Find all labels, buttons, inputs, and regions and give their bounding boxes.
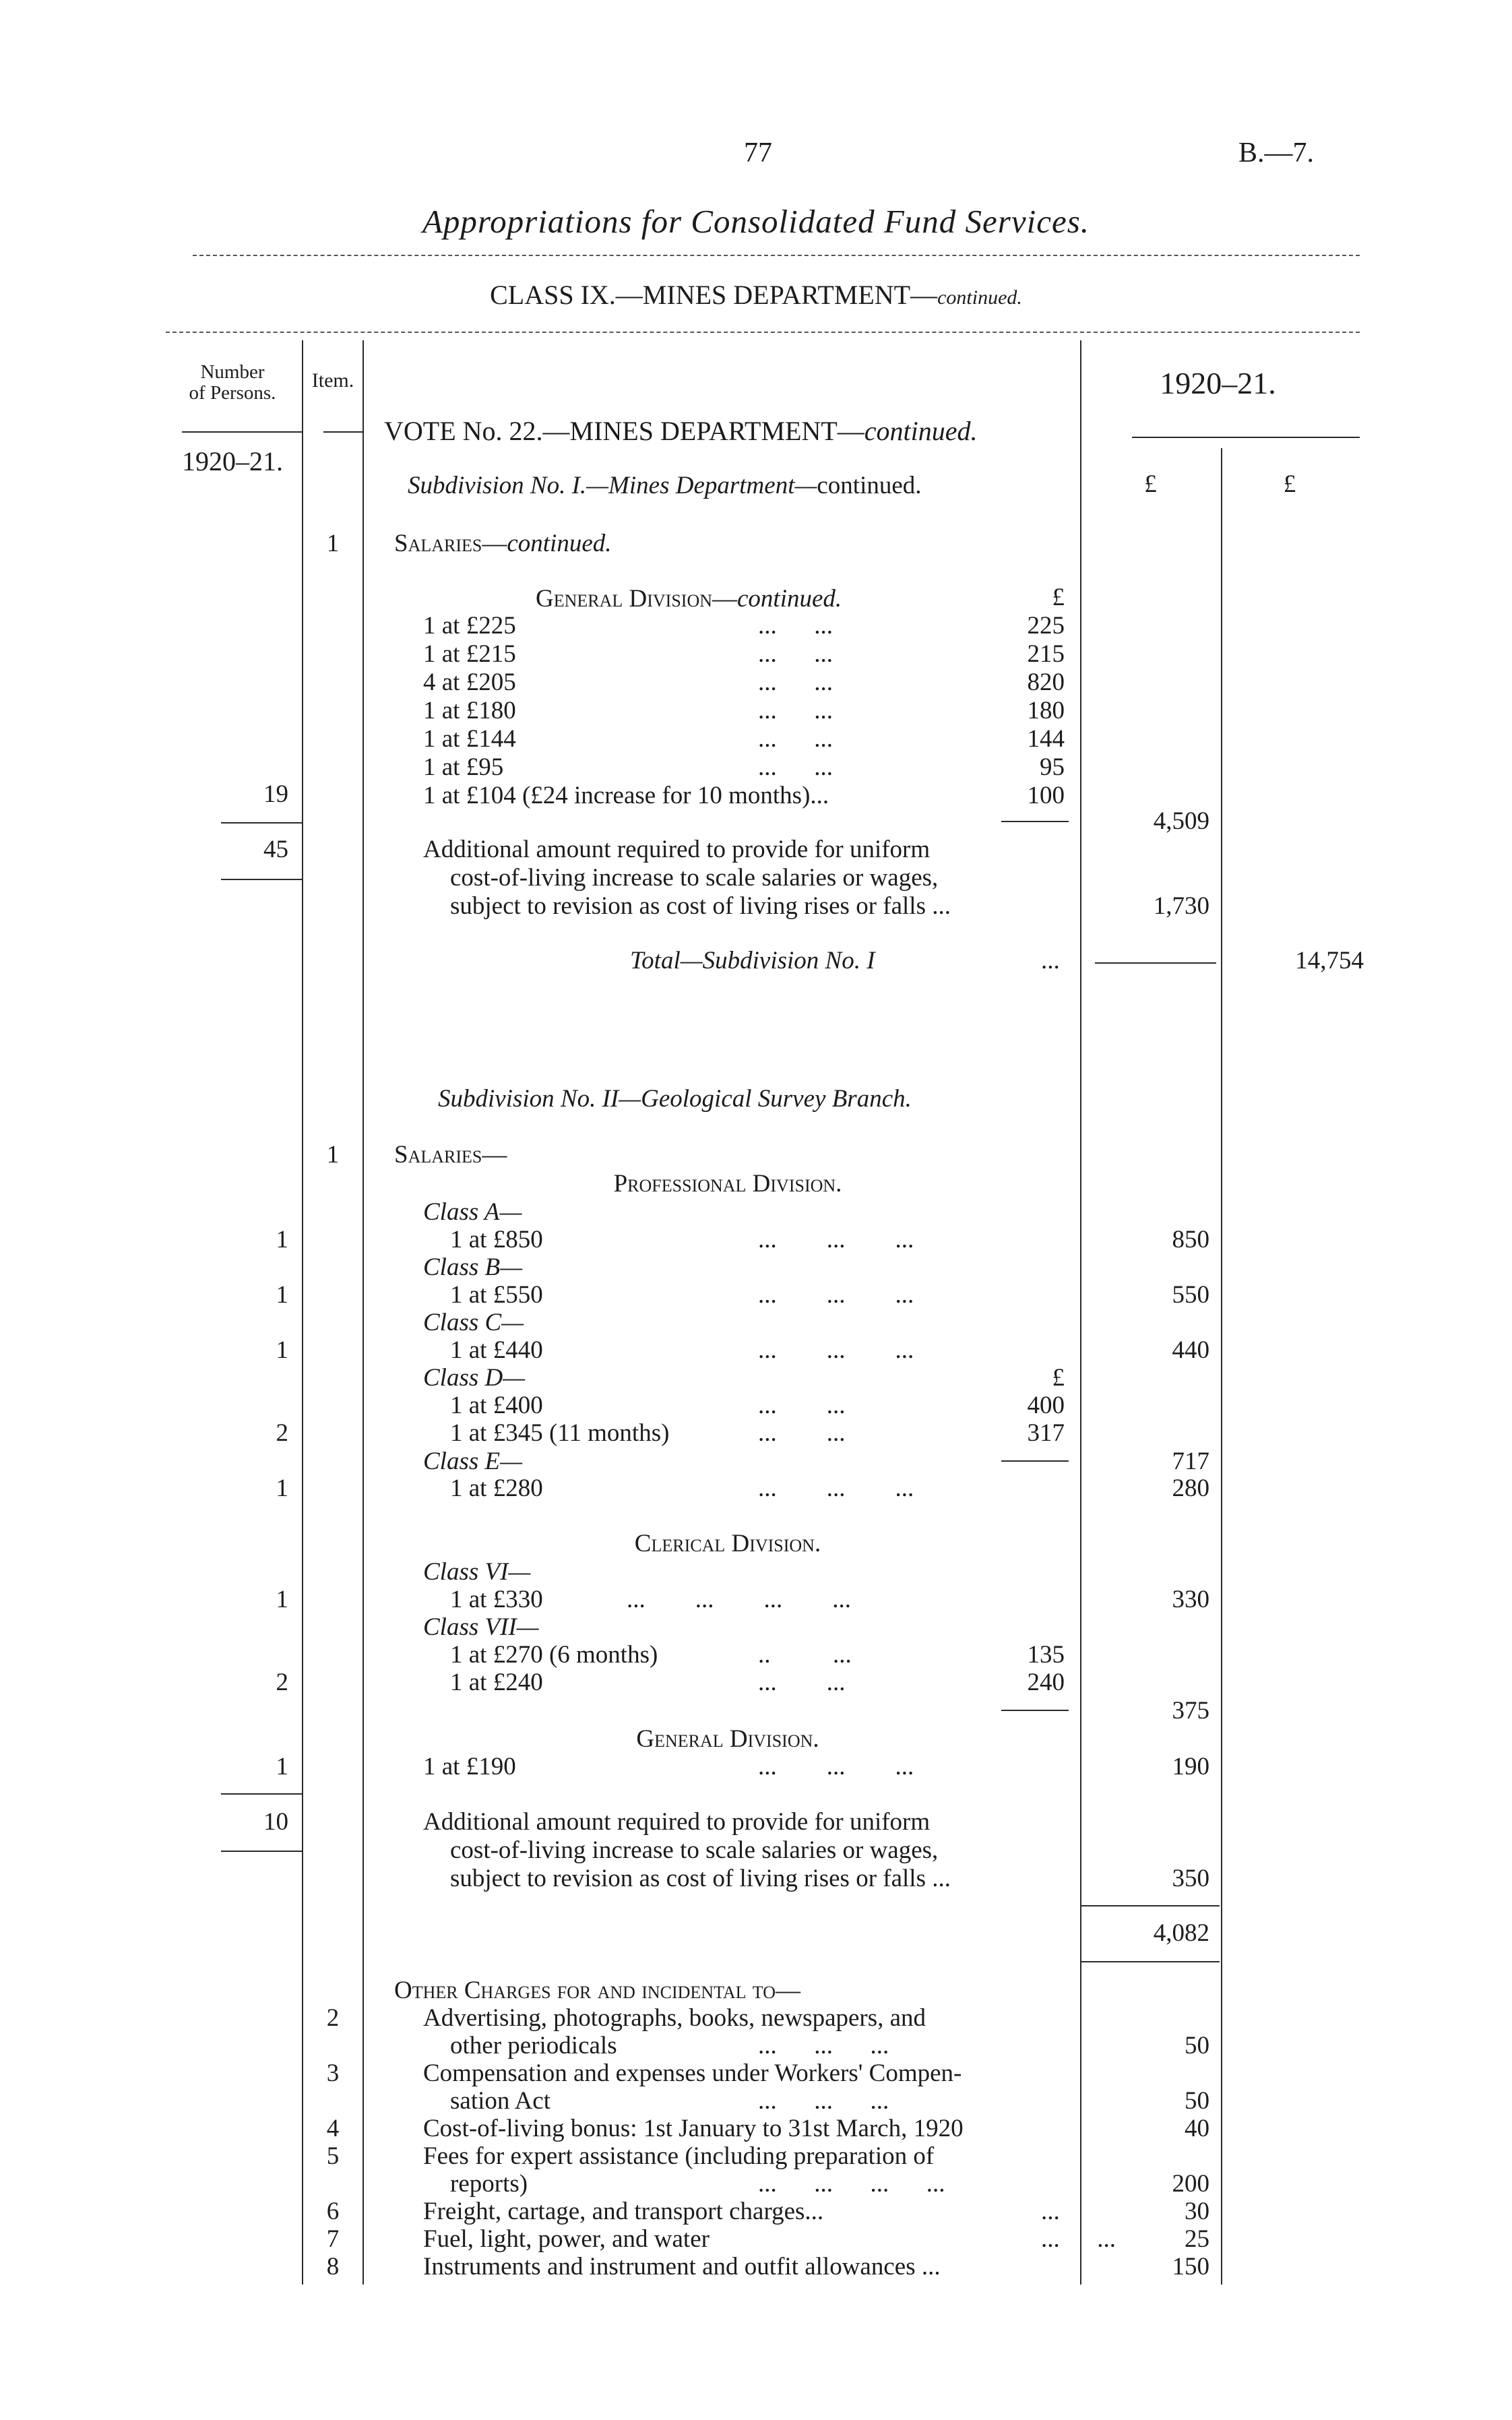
other-charge-amount: 40 [1185, 2115, 1209, 2142]
number-of-persons-heading: Number of Persons. [189, 361, 276, 404]
other-charge-item-number: 3 [326, 2059, 340, 2087]
salary-line-label: 1 at £104 (£24 increase for 10 months)... [423, 782, 829, 809]
class-vii-line-2: 1 at £240 [450, 1669, 543, 1696]
salary-line-dots: ... ... [758, 753, 833, 781]
title-rule [193, 255, 1360, 256]
class-b-amount: 550 [1172, 1281, 1209, 1309]
subdivision-2-persons-total: 10 [263, 1808, 288, 1836]
professional-division-heading: Professional Division. [613, 1170, 842, 1198]
pound-heading-2: £ [1283, 470, 1296, 498]
class-e-heading: Class E— [423, 1448, 523, 1475]
class-vii-total: 375 [1172, 1697, 1209, 1725]
class-c-heading: Class C— [423, 1309, 524, 1336]
subdivision-1-general-division: General Division—continued. [536, 585, 842, 613]
subdivision-2-title: Subdivision No. II—Geological Survey Branch. [438, 1085, 912, 1113]
header-rule [166, 332, 1360, 333]
class-c-dots: ... ... ... [758, 1336, 914, 1364]
class-vi-persons: 1 [276, 1586, 288, 1613]
other-charge-description: Compensation and expenses under Workers' Compen- [423, 2059, 962, 2087]
salary-line-dots: ... ... [758, 669, 833, 696]
subdivision-1-salaries: Salaries—continued. [394, 530, 612, 557]
class-d-pound-sign: £ [1052, 1364, 1065, 1392]
class-vii-persons: 2 [276, 1669, 288, 1696]
other-charge-amount: 50 [1185, 2087, 1209, 2115]
other-charge-item-number: 5 [326, 2142, 340, 2170]
class-vii-dots-2: ... ... [758, 1669, 846, 1696]
general-division-persons: 1 [276, 1753, 288, 1780]
class-vi-dots: ... ... ... ... [627, 1586, 851, 1613]
item-text-divider [363, 340, 364, 2285]
subdivision-1-total-dots: ... [1041, 947, 1060, 974]
salary-line-dots: ... ... [758, 612, 833, 640]
persons-item-divider [302, 340, 303, 2285]
class-vii-amount-1: 135 [1027, 1641, 1065, 1669]
salary-line-amount: 100 [1027, 782, 1065, 809]
persons-year-heading: 1920–21. [182, 446, 283, 476]
class-d-amount-2: 317 [1027, 1419, 1065, 1447]
other-charges-heading: Other Charges for and incidental to— [394, 1977, 800, 2004]
other-charge-dots: ... [1041, 2198, 1060, 2225]
subdivision-1-pound-sign: £ [1052, 584, 1065, 611]
subdivision-2-additional-line1: Additional amount required to provide for uniform [423, 1808, 931, 1836]
item-heading-rule [323, 431, 363, 433]
year-heading: 1920–21. [1160, 366, 1276, 400]
subdivision-1-subtotal-amount: 4,509 [1153, 807, 1209, 835]
subdivision-2-salaries-rule-bottom [1081, 1961, 1220, 1962]
subdivision-1-title: Subdivision No. I.—Mines Department—continued. [408, 472, 922, 499]
subdivision-2-persons-total-rule [221, 1851, 302, 1852]
subdivision-2-salaries-total: 4,082 [1153, 1919, 1209, 1947]
subdivision-1-additional-amount: 1,730 [1153, 892, 1209, 920]
subdivision-1-total-label: Total—Subdivision No. I [630, 947, 875, 974]
salary-line-amount: 820 [1027, 669, 1065, 696]
class-a-persons: 1 [276, 1226, 288, 1253]
salary-line-amount: 144 [1027, 725, 1065, 753]
salary-line-amount: 225 [1027, 612, 1065, 640]
class-d-subtotal-rule [1001, 1460, 1069, 1462]
subdivision-1-persons-rule [221, 822, 302, 824]
subdivision-1-persons-total-rule [221, 879, 302, 880]
class-vii-line-1: 1 at £270 (6 months) [450, 1641, 658, 1669]
salary-line-dots: ... ... [758, 725, 833, 753]
salary-line-label: 1 at £225 [423, 612, 516, 640]
other-charge-amount: 200 [1172, 2170, 1209, 2198]
subdivision-2-additional-line3: subject to revision as cost of living rises or falls ... [450, 1865, 951, 1892]
other-charge-description-cont: sation Act [450, 2087, 551, 2115]
salary-line-label: 4 at £205 [423, 669, 516, 696]
clerical-division-heading: Clerical Division. [634, 1530, 821, 1557]
salary-line-amount: 180 [1027, 697, 1065, 724]
subdivision-1-persons-subtotal: 19 [263, 780, 288, 808]
year-heading-rule [1132, 437, 1360, 438]
class-vii-dots-1: .. ... [758, 1641, 852, 1669]
general-division-line: 1 at £190 [423, 1753, 516, 1780]
subdivision-1-total-rule [1095, 962, 1216, 964]
class-vi-line: 1 at £330 [450, 1586, 543, 1613]
subdivision-1-additional-line3: subject to revision as cost of living rises or falls ... [450, 892, 951, 920]
subdivision-2-salaries: Salaries— [394, 1141, 507, 1169]
class-b-dots: ... ... ... [758, 1281, 914, 1309]
class-title: CLASS IX.—MINES DEPARTMENT—continued. [490, 280, 1022, 310]
other-charge-item-number: 4 [326, 2115, 340, 2142]
class-d-line-1: 1 at £400 [450, 1392, 543, 1419]
class-a-heading: Class A— [423, 1198, 522, 1226]
class-vi-amount: 330 [1172, 1586, 1209, 1613]
other-charge-description: Cost-of-living bonus: 1st January to 31st March, 1920 [423, 2115, 964, 2142]
class-b-heading: Class B— [423, 1253, 523, 1281]
class-vii-subtotal-rule [1001, 1710, 1069, 1711]
document-reference: B.—7. [1238, 137, 1315, 168]
other-charge-description: Advertising, photographs, books, newspapers, and [423, 2004, 926, 2032]
class-d-line-2: 1 at £345 (11 months) [450, 1419, 670, 1447]
other-charge-dots: ... ... ... [758, 2032, 889, 2059]
salary-line-amount: 215 [1027, 640, 1065, 668]
other-charge-dots: ... ... ... [758, 2087, 889, 2115]
class-d-persons: 2 [276, 1419, 288, 1447]
class-b-line: 1 at £550 [450, 1281, 543, 1309]
class-e-line: 1 at £280 [450, 1475, 543, 1502]
subdivision-1-persons-total: 45 [263, 836, 288, 863]
salary-line-label: 1 at £95 [423, 753, 504, 781]
class-d-amount-1: 400 [1027, 1392, 1065, 1419]
subdivision-2-salaries-rule-top [1081, 1905, 1220, 1906]
general-division-heading: General Division. [636, 1725, 819, 1753]
subdivision-2-item: 1 [326, 1141, 340, 1169]
class-a-amount: 850 [1172, 1226, 1209, 1253]
class-a-line: 1 at £850 [450, 1226, 543, 1253]
subdivision-1-item: 1 [326, 530, 340, 557]
other-charge-description: Freight, cartage, and transport charges... [423, 2198, 824, 2225]
salary-line-amount: 95 [1040, 753, 1065, 781]
class-d-dots-2: ... ... [758, 1419, 846, 1447]
other-charge-item-number: 6 [326, 2198, 340, 2225]
other-charge-description: Fees for expert assistance (including preparation of [423, 2142, 935, 2170]
class-b-persons: 1 [276, 1281, 288, 1309]
general-division-amount: 190 [1172, 1753, 1209, 1780]
other-charge-dots: ... ... [1041, 2225, 1116, 2253]
other-charge-item-number: 7 [326, 2225, 340, 2253]
subdivision-1-subtotal-rule [1001, 821, 1069, 822]
other-charge-item-number: 2 [326, 2004, 340, 2032]
class-e-persons: 1 [276, 1475, 288, 1502]
other-charge-description-cont: reports) [450, 2170, 528, 2198]
other-charge-amount: 25 [1185, 2225, 1209, 2253]
general-division-dots: ... ... ... [758, 1753, 914, 1780]
salary-line-dots: ... ... [758, 697, 833, 724]
pound-heading-1: £ [1144, 470, 1157, 498]
other-charge-description-cont: other periodicals [450, 2032, 617, 2059]
subdivision-2-additional-line2: cost-of-living increase to scale salaries or wages, [450, 1836, 939, 1864]
item-heading: Item. [311, 369, 354, 392]
class-d-heading: Class D— [423, 1364, 526, 1392]
other-charge-dots: ... ... ... ... [758, 2170, 945, 2198]
class-a-dots: ... ... ... [758, 1226, 914, 1253]
other-charge-amount: 50 [1185, 2032, 1209, 2059]
subdivision-2-persons-rule [221, 1793, 302, 1795]
class-vi-heading: Class VI— [423, 1558, 531, 1586]
salary-line-dots: ... ... [758, 640, 833, 668]
text-amount-divider [1080, 340, 1081, 2285]
class-e-amount: 280 [1172, 1475, 1209, 1502]
other-charge-description: Instruments and instrument and outfit allowances ... [423, 2253, 941, 2281]
class-e-dots: ... ... ... [758, 1475, 914, 1502]
subdivision-1-total-amount: 14,754 [1295, 947, 1364, 974]
amount-column-divider [1221, 448, 1222, 2285]
salary-line-label: 1 at £215 [423, 640, 516, 668]
other-charge-amount: 150 [1172, 2253, 1209, 2281]
page-number: 77 [744, 137, 772, 168]
class-d-dots-1: ... ... [758, 1392, 846, 1419]
subdivision-1-additional-line1: Additional amount required to provide for uniform [423, 836, 931, 863]
class-vii-amount-2: 240 [1027, 1669, 1065, 1696]
subdivision-1-additional-line2: cost-of-living increase to scale salaries or wages, [450, 864, 939, 892]
other-charge-description: Fuel, light, power, and water [423, 2225, 710, 2253]
other-charge-amount: 30 [1185, 2198, 1209, 2225]
class-c-amount: 440 [1172, 1336, 1209, 1364]
salary-line-label: 1 at £144 [423, 725, 516, 753]
persons-heading-rule [182, 431, 302, 433]
page-title: Appropriations for Consolidated Fund Services. [422, 203, 1090, 240]
class-d-total: 717 [1172, 1448, 1209, 1475]
salary-line-label: 1 at £180 [423, 697, 516, 724]
class-c-line: 1 at £440 [450, 1336, 543, 1364]
subdivision-2-additional-amount: 350 [1172, 1865, 1209, 1892]
other-charge-item-number: 8 [326, 2253, 340, 2281]
vote-title: VOTE No. 22.—MINES DEPARTMENT—continued. [384, 416, 978, 446]
class-vii-heading: Class VII— [423, 1613, 539, 1641]
class-c-persons: 1 [276, 1336, 288, 1364]
